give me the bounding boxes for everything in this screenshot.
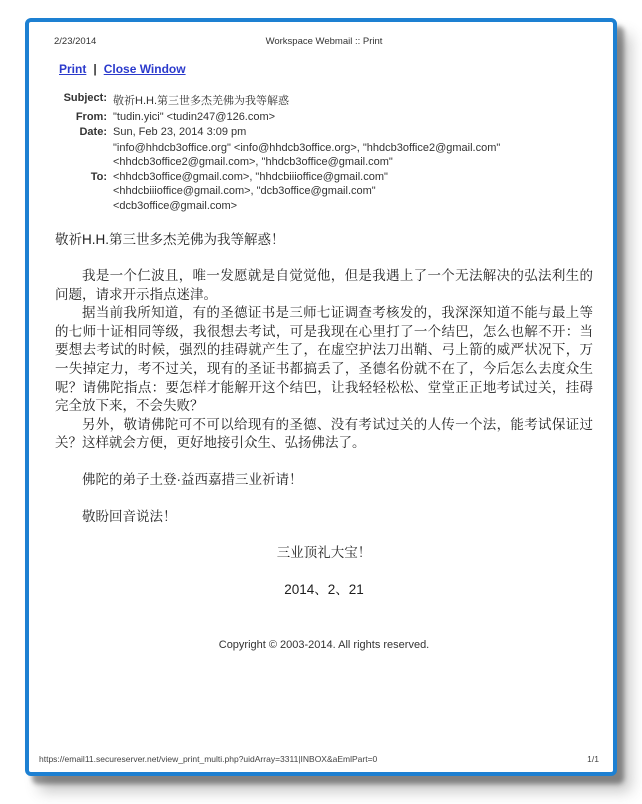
print-header-date: 2/23/2014	[54, 36, 97, 47]
from-label: From:	[75, 110, 107, 123]
to-label: To:	[90, 170, 107, 183]
subject-value: 敬祈H.H.第三世多杰羌佛为我等解惑	[113, 94, 289, 107]
subject-label: Subject:	[63, 91, 107, 104]
body-signature: 佛陀的弟子土登·益西嘉措三业祈请！	[82, 472, 303, 488]
close-window-link[interactable]: Close Window	[103, 62, 186, 76]
footer-url: https://email11.secureserver.net/view_print_multi.php?uidArray=3311|INBOX&aEmlPart=0	[39, 754, 378, 764]
toolbar-separator: |	[93, 62, 97, 76]
footer-page-number: 1/1	[587, 754, 599, 764]
print-document-content	[29, 22, 613, 772]
print-document-page	[25, 18, 617, 776]
date-label: Date:	[79, 125, 107, 138]
subject-row	[51, 90, 501, 109]
email-headers	[51, 90, 501, 215]
body-homage: 三业顶礼大宝！	[276, 545, 372, 561]
from-value: "tudin.yici" <tudin247@126.com>	[113, 110, 276, 123]
body-closing: 敬盼回音说法！	[82, 508, 177, 524]
body-paragraph-3: 另外，敬请佛陀可不可以给现有的圣德、没有考试过关的人传一个法，能考试保证过关？这样就会方便，更好地接引众生、弘扬佛法了。	[55, 416, 593, 451]
date-value: Sun, Feb 23, 2014 3:09 pm	[113, 125, 247, 138]
email-body	[55, 231, 593, 600]
body-paragraph-2: 据当前我所知道，有的圣德证书是三师七证调查考核发的，我深深知道不能与最上等的七师十证相同等级，我很想去考试，可是我现在心里打了一个结巴，怎么也解不开：当要想去考试的时候，强烈的挂碍就产生了，在虚空护法刀出鞘、弓上箭的威严状况下，万一失掉定力，考不过关，现有的圣证书都搞丢了，圣德名份就不在了，今后怎么去度众生呢？请佛陀指点：要怎样才能解开这个结巴，让我轻轻松松、堂堂正正地考试过关，挂碍完全放下来，不会失败？	[55, 305, 593, 414]
from-row	[51, 109, 501, 124]
body-date-line: 2014、2、21	[284, 581, 364, 597]
print-link[interactable]: Print	[59, 62, 87, 76]
to-row	[51, 139, 501, 215]
body-paragraph-1: 我是一个仁波且，唯一发愿就是自觉觉他，但是我遇上了一个无法解决的弘法利生的问题，请求开示指点迷津。	[55, 268, 593, 302]
to-value: "info@hhdcb3office.org" <info@hhdcb3office.org>, "hhdcb3office2@gmail.com" <hhdcb3office2@gmail.com>, "hhdcb3office@gmail.com" <hhdcb3office@gmail.com>, "hhdcbiiioffice@gmail.com" <hhdcbiiioffice@gmail.com>, "dcb3office@gmail.com" <dcb3office@gmail.com>	[113, 141, 501, 212]
date-row	[51, 124, 501, 139]
print-header	[51, 34, 597, 48]
print-footer	[39, 754, 599, 764]
print-toolbar	[59, 62, 597, 76]
copyright-notice: Copyright © 2003-2014. All rights reserved.	[218, 639, 430, 652]
body-salutation: 敬祈H.H.第三世多杰羌佛为我等解惑！	[55, 231, 285, 247]
print-header-title: Workspace Webmail :: Print	[265, 36, 383, 47]
